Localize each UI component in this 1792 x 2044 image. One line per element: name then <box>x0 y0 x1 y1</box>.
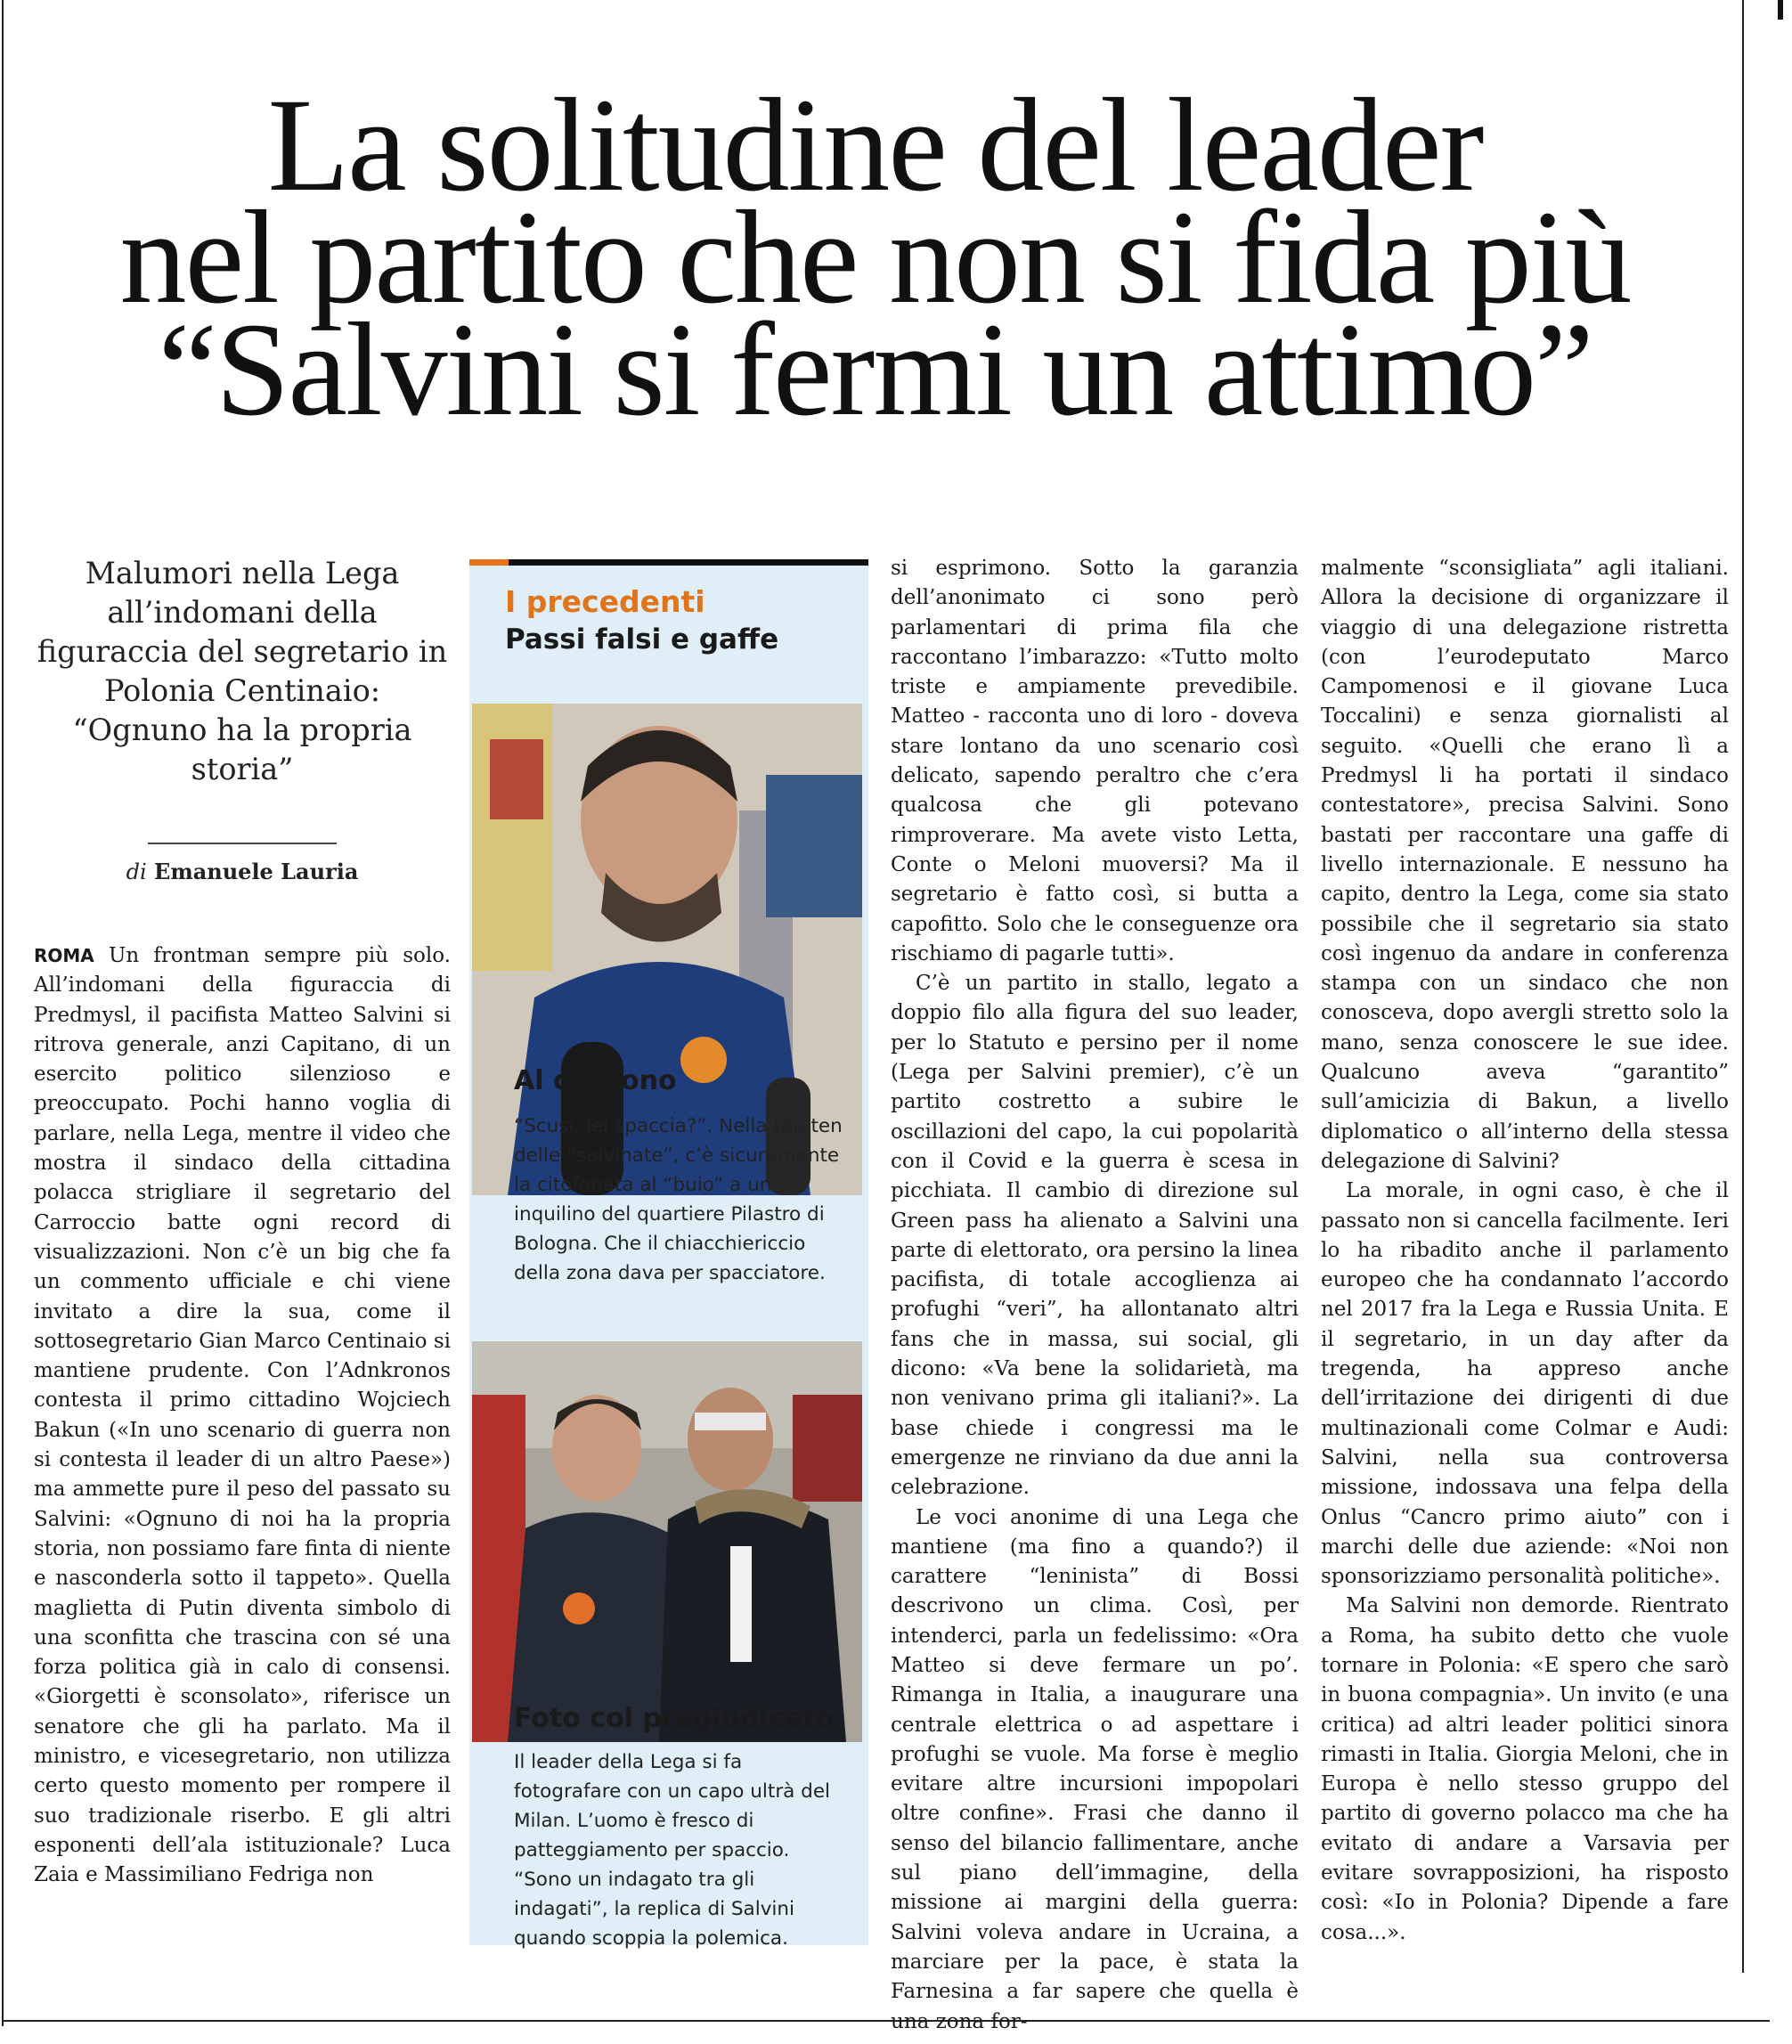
byline <box>34 859 451 884</box>
headline-line-2: nel partito che non si fida più <box>119 183 1631 331</box>
page-frame-right <box>1742 0 1744 1973</box>
page-frame-bottom <box>2 2020 1770 2022</box>
paragraph-col4-2: La morale, in ogni caso, è che il passato non si cancella facilmente. Ieri lo ha ribadito anche il parlamento europeo che ha condannato l’accordo nel 2017 fra la Lega e Russia Unita. E il segretario, in un day after da tregenda, ha appreso anche dell’irritazione dei dirigenti di due multinazionali come Colmar e Audi: Salvini, nella sua controversa missione, indossava una felpa della Onlus “Cancro primo aiuto” con i marchi delle due aziende: «Noi non sponsorizziamo personalità politiche». <box>1321 1179 1729 1589</box>
paragraph-col4-3: Ma Salvini non demorde. Rientrato a Roma, ha subito detto che vuole tornare in Polonia: «E spero che sarò in buona compagnia». Un invito (e una critica) ad altri leader politici sinora rimasti in Italia. Giorgia Meloni, che in Europa è nello stesso gruppo del partito di governo polacco ma che ha evitato di andare a Varsavia per evitare sovrapposizioni, ha risposto così: «Io in Polonia? Dipende a fare cosa...». <box>1321 1594 1729 1944</box>
sidebar-box <box>469 559 868 1950</box>
paragraph-col4-1: malmente “sconsigliata” agli italiani. Allora la decisione di organizzare il viaggio di una delegazione ristretta (con l’eurodeputato Marco Campomenosi e il giovane Luca Toccalini) e senza giornalisti al seguito. «Quelli che erano lì a Predmysl li ha portati il sindaco contestatore», precisa Salvini. Sono bastati per raccontare una gaffe di livello internazionale. E nessuno ha capito, dentro la Lega, come sia stato possibile che il segretario sia stato così ingenuo da andare in conferenza stampa con un sindaco che non conosceva, dopo avergli stretto solo la mano, senza conoscere le sue idee. Qualcuno aveva “garantito” sull’amicizia di Bakun, a livello diplomatico o all’interno della stessa delegazione di Salvini? <box>1321 557 1729 1173</box>
sidebar-item-1-text: “Scusi, lei spaccia?”. Nella top ten delle “salvinate”, c’è sicuramente la citofonata al “buio” a un inquilino del quartiere Pilastro di Bologna. Che il chiacchiericcio della zona dava per spacciatore. <box>514 1115 843 1284</box>
photo-2-illustration <box>472 1341 862 1742</box>
page-frame-left <box>2 0 4 2026</box>
article-column-4 <box>1321 554 1729 1948</box>
paragraph-col3-1: si esprimono. Sotto la garanzia dell’anonimato ci sono però parlamentari di prima fila che raccontano l’imbarazzo: «Tutto molto triste e ampiamente prevedibile. Matteo - racconta uno di loro - doveva stare lontano da uno scenario così delicato, sapendo peraltro che c’era qualcosa che gli potevano rimproverare. Ma avete visto Letta, Conte o Meloni muoversi? Ma il segretario è fatto così, si butta a capofitto. Solo che le conseguenze ora rischiamo di pagarle tutti». <box>891 557 1299 965</box>
sidebar-top-rule <box>469 559 868 566</box>
article-column-1 <box>34 554 451 1891</box>
paragraph-col3-3: Le voci anonime di una Lega che mantiene (ma fino a quando?) il carattere “leninista” di Bossi descrivono un clima. Così, per intenderci, parla un fedelissimo: «Ora Matteo si deve fermare un po’. Rimanga in Italia, a inaugurare una centrale elettrica o ad aspettare i profughi se vuole. Ma forse è meglio evitare altre incursioni impopolari oltre confine». Frasi che danno il senso del bilancio fallimentare, anche sul piano dell’immagine, della missione ai margini della guerra: Salvini voleva andare in Ucraina, a marciare per la pace, è stata la Farnesina a far sapere che quella è una zona for- <box>891 1505 1299 2033</box>
paragraph-col3-2: C’è un partito in stallo, legato a doppio filo alla figura del suo leader, per lo Statuto e persino per il nome (Lega per Salvini premier), c’è un partito costretto a subire le oscillazioni del capo, la cui popolarità con il Covid e la guerra è scesa in picchiata. Il cambio di direzione sul Green pass ha alienato a Salvini una parte di elettorato, ora persino la linea pacifista, di totale accoglienza ai profughi “veri”, ha allontanato altri fans che in massa, sui social, gli dicono: «Va bene la solidarietà, ma non venivano prima gli italiani?». La base chiede i congressi ma le emergenze ne rinviano da due anni la celebrazione. <box>891 972 1299 1500</box>
article-body-col3 <box>891 554 1299 2037</box>
corner-mark <box>1778 0 1783 20</box>
article-body-col1 <box>34 941 451 1891</box>
byline-prefix: di <box>126 859 147 884</box>
sidebar-item-1-title: Al citofono <box>514 1065 677 1096</box>
sidebar-accent-bar <box>469 559 509 566</box>
sidebar-item-2-title: Foto col pregiudicato <box>514 1703 834 1734</box>
sidebar-kicker: I precedenti <box>505 584 705 619</box>
dateline: ROMA <box>34 945 94 966</box>
headline-line-3: “Salvini si fermi un attimo” <box>158 296 1592 444</box>
headline-line-1: La solitudine del leader <box>267 71 1483 219</box>
sidebar-photo-2 <box>472 1341 862 1742</box>
article-body-col4 <box>1321 554 1729 1948</box>
byline-divider <box>148 843 337 844</box>
headline <box>27 71 1723 444</box>
summary: Malumori nella Lega all’indomani della figuraccia del segretario in Polonia Centinaio: “Ognuno ha la propria storia” <box>37 556 448 786</box>
paragraph-col1: Un frontman sempre più solo. All’indomani della figuraccia di Predmysl, il pacifista Matteo Salvini si ritrova generale, anzi Capitano, di un esercito politico silenzioso e preoccupato. Pochi hanno voglia di parlare, nella Lega, mentre il video che mostra il sindaco della cittadina polacca strigliare il segretario del Carroccio batte ogni record di visualizzazioni. Non c’è un big che fa un commento ufficiale e chi viene invitato a dire la sua, come il sottosegretario Gian Marco Centinaio si mantiene prudente. Con l’Adnkronos contesta il primo cittadino Wojciech Bakun («In uno scenario di guerra non si contesta il leader di un altro Paese») ma ammette pure il peso del passato su Salvini: «Ognuno di noi ha la propria storia, non possiamo fare finta di niente e nasconderla sotto il tappeto». Quella maglietta di Putin diventa simbolo di una sconfitta che trascina con sé una forza politica già in calo di consensi. «Giorgetti è sconsolato», riferisce un senatore che gli ha parlato. Ma il ministro, e vicesegretario, non utilizza certo questo momento per rompere il suo tradizionale riserbo. E gli altri esponenti dell’ala istituzionale? Luca Zaia e Massimiliano Fedriga non <box>34 944 451 1887</box>
article-column-3 <box>891 554 1299 2037</box>
sidebar-title: Passi falsi e gaffe <box>505 623 779 656</box>
sidebar-item-2-text: Il leader della Lega si fa fotografare con un capo ultrà del Milan. L’uomo è fresco di patteggiamento per spaccio. “Sono un indagato tra gli indagati”, la replica di Salvini quando scoppia la polemica. <box>514 1751 831 1950</box>
byline-author: Emanuele Lauria <box>154 859 359 884</box>
